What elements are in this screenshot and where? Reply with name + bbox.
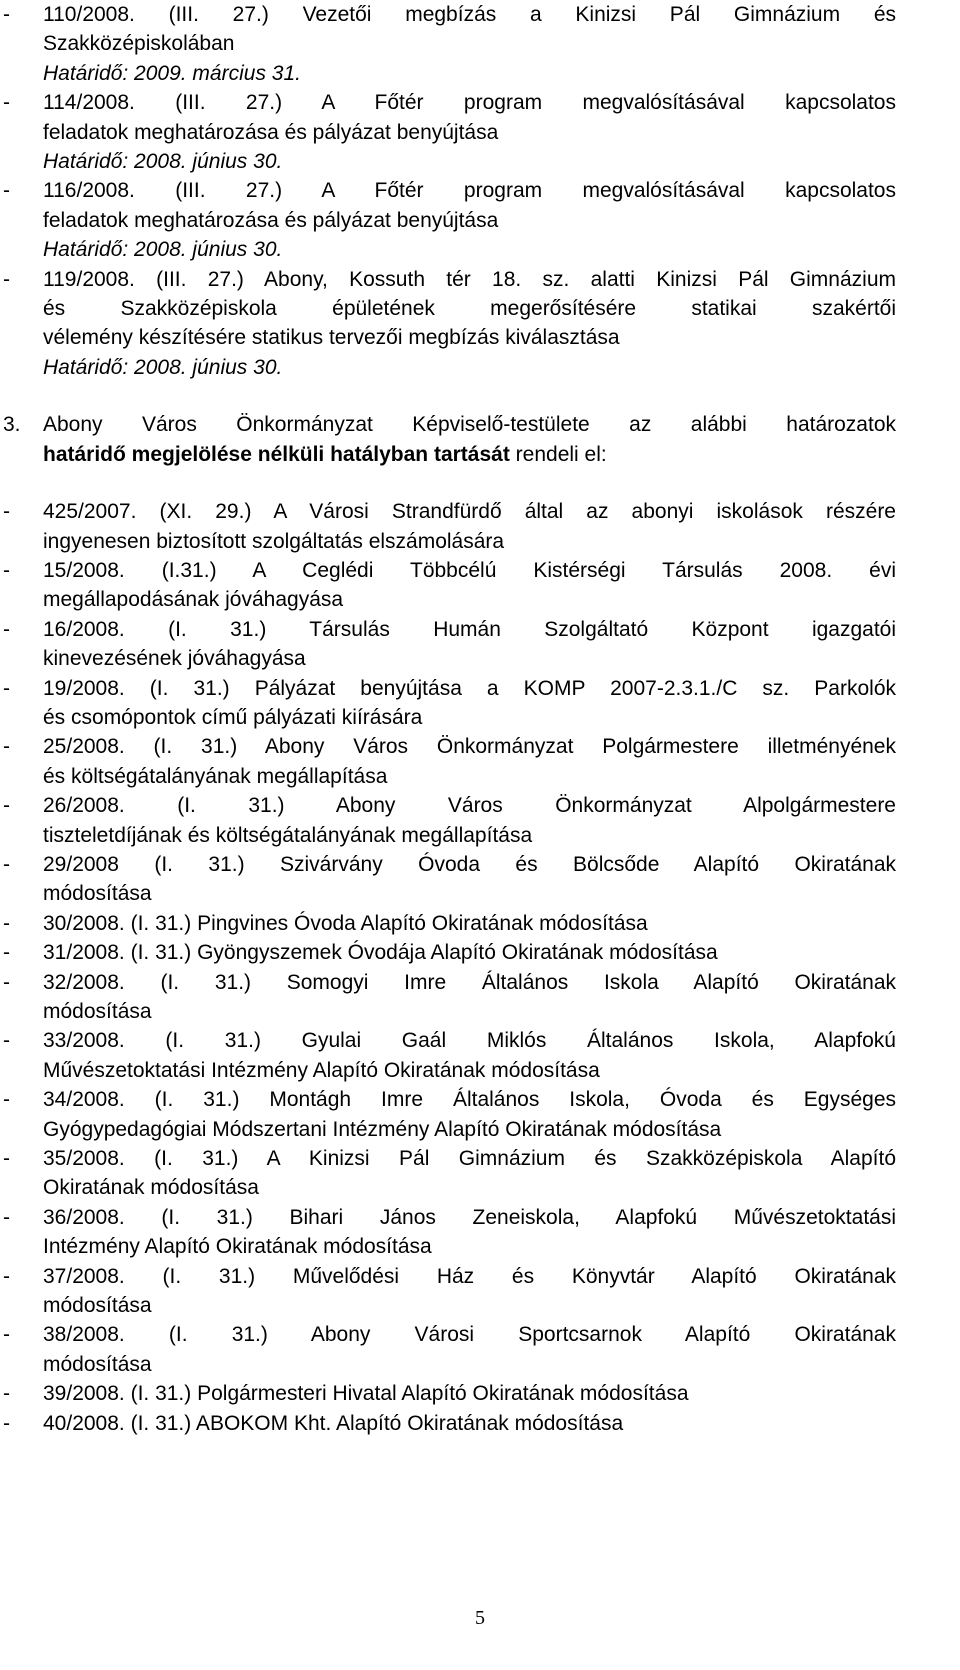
list-item-text-line: és költségátalányának megállapítása bbox=[43, 764, 388, 788]
list-bullet-dash: - bbox=[3, 1029, 10, 1053]
deadline-text: Határidő: 2009. március 31. bbox=[43, 61, 301, 85]
list-bullet-dash: - bbox=[3, 735, 10, 759]
list-item-text-line: feladatok meghatározása és pályázat benyújtása bbox=[43, 120, 499, 144]
list-bullet-dash: - bbox=[3, 1205, 10, 1229]
list-item-text-line: 38/2008. (I. 31.) Abony Városi Sportcsarnok Alapító Okiratának bbox=[43, 1323, 896, 1347]
list-bullet-dash: - bbox=[3, 1323, 10, 1347]
list-item-text-line: 110/2008. (III. 27.) Vezetői megbízás a Kinizsi Pál Gimnázium és bbox=[43, 3, 896, 26]
list-item-text-line: módosítása bbox=[43, 882, 152, 906]
list-bullet-dash: - bbox=[3, 941, 10, 965]
list-item bbox=[0, 1144, 896, 1203]
list-bullet-dash: - bbox=[3, 852, 10, 876]
list-item-text-line: Gyógypedagógiai Módszertani Intézmény Alapító Okiratának módosítása bbox=[43, 1117, 722, 1141]
section-3-bold-phrase: határidő megjelölése nélküli hatályban tartását bbox=[43, 442, 510, 466]
list-bullet-dash: - bbox=[3, 1382, 10, 1406]
list-bullet-dash: - bbox=[3, 1411, 10, 1435]
list-item-text-line: Okiratának módosítása bbox=[43, 1176, 259, 1200]
list-item bbox=[0, 968, 896, 1027]
section-3-line-1: Abony Város Önkormányzat Képviselő-testülete az alábbi határozatok bbox=[43, 413, 896, 437]
list-item-text-line: 114/2008. (III. 27.) A Főtér program megvalósításával kapcsolatos bbox=[43, 91, 896, 115]
section-3-line-2 bbox=[43, 440, 896, 469]
list-item bbox=[0, 909, 896, 938]
list-item bbox=[0, 1203, 896, 1262]
list-item-text-line: 37/2008. (I. 31.) Művelődési Ház és Könyvtár Alapító Okiratának bbox=[43, 1264, 896, 1288]
list-item bbox=[0, 938, 896, 967]
list-item bbox=[0, 1409, 896, 1438]
list-bullet-dash: - bbox=[3, 676, 10, 700]
list-item-text-line: 25/2008. (I. 31.) Abony Város Önkormányzat Polgármestere illetményének bbox=[43, 735, 896, 759]
list-bullet-dash: - bbox=[3, 1147, 10, 1171]
section-3-line-2-rest: rendeli el: bbox=[509, 442, 607, 466]
list-item bbox=[0, 497, 896, 556]
list-item-text-line: 29/2008 (I. 31.) Szivárvány Óvoda és Bölcsőde Alapító Okiratának bbox=[43, 852, 896, 876]
list-bullet-dash: - bbox=[3, 558, 10, 582]
list-item bbox=[0, 1320, 896, 1379]
list-bullet-dash: - bbox=[3, 1088, 10, 1112]
list-item bbox=[0, 615, 896, 674]
list-item-text-line: 31/2008. (I. 31.) Gyöngyszemek Óvodája Alapító Okiratának módosítása bbox=[43, 941, 718, 965]
list-item-text-line: 30/2008. (I. 31.) Pingvines Óvoda Alapító Okiratának módosítása bbox=[43, 911, 648, 935]
list-item-text-line: 39/2008. (I. 31.) Polgármesteri Hivatal Alapító Okiratának módosítása bbox=[43, 1382, 689, 1406]
list-item-text-line: és csomópontok című pályázati kiírására bbox=[43, 705, 423, 729]
list-item-text-line: megállapodásának jóváhagyása bbox=[43, 588, 344, 612]
list-bullet-dash: - bbox=[3, 970, 10, 994]
list-item bbox=[0, 265, 896, 383]
page-number: 5 bbox=[475, 1607, 485, 1629]
list-item-text-line: és Szakközépiskola épületének megerősítésére statikai szakértői bbox=[43, 297, 896, 321]
list-item bbox=[0, 674, 896, 733]
list-item bbox=[0, 0, 896, 88]
list-item-text-line: 119/2008. (III. 27.) Abony, Kossuth tér 18. sz. alatti Kinizsi Pál Gimnázium bbox=[43, 267, 896, 291]
list-item-text-line: 15/2008. (I.31.) A Ceglédi Többcélú Kistérségi Társulás 2008. évi bbox=[43, 558, 896, 582]
list-item bbox=[0, 732, 896, 791]
list-bullet-dash: - bbox=[3, 617, 10, 641]
list-item bbox=[0, 556, 896, 615]
list-item-text-line: módosítása bbox=[43, 1294, 152, 1318]
list-item-text-line: 19/2008. (I. 31.) Pályázat benyújtása a KOMP 2007-2.3.1./C sz. Parkolók bbox=[43, 676, 896, 700]
list-item bbox=[0, 1379, 896, 1408]
spacer bbox=[0, 469, 960, 497]
list-item-text-line: módosítása bbox=[43, 1352, 152, 1376]
deadline-text: Határidő: 2008. június 30. bbox=[43, 238, 283, 262]
list-item-text-line: kinevezésének jóváhagyása bbox=[43, 647, 306, 671]
list-item bbox=[0, 176, 896, 264]
deadline-text: Határidő: 2008. június 30. bbox=[43, 355, 283, 379]
list-item-text-line: vélemény készítésére statikus tervezői megbízás kiválasztása bbox=[43, 326, 620, 350]
list-item bbox=[0, 88, 896, 176]
list-bullet-dash: - bbox=[3, 3, 10, 26]
list-bullet-dash: - bbox=[3, 267, 10, 291]
list-item-text-line: 116/2008. (III. 27.) A Főtér program megvalósításával kapcsolatos bbox=[43, 179, 896, 203]
list-item-text-line: 26/2008. (I. 31.) Abony Város Önkormányzat Alpolgármestere bbox=[43, 794, 896, 818]
list-item bbox=[0, 850, 896, 909]
list-bullet-dash: - bbox=[3, 794, 10, 818]
list-item-text-line: módosítása bbox=[43, 1000, 152, 1023]
resolution-list-with-deadlines bbox=[0, 0, 960, 382]
list-item-text-line: 33/2008. (I. 31.) Gyulai Gaál Miklós Általános Iskola, Alapfokú bbox=[43, 1029, 896, 1053]
list-item bbox=[0, 1085, 896, 1144]
list-bullet-dash: - bbox=[3, 91, 10, 115]
list-item-text-line: 36/2008. (I. 31.) Bihari János Zeneiskola, Alapfokú Művészetoktatási bbox=[43, 1205, 896, 1229]
list-item-text-line: Művészetoktatási Intézmény Alapító Okiratának módosítása bbox=[43, 1058, 600, 1082]
list-item-text-line: Intézmény Alapító Okiratának módosítása bbox=[43, 1235, 432, 1259]
section-3-intro bbox=[0, 410, 896, 469]
list-item bbox=[0, 791, 896, 850]
list-item-text-line: 35/2008. (I. 31.) A Kinizsi Pál Gimnázium és Szakközépiskola Alapító bbox=[43, 1147, 896, 1171]
section-number: 3. bbox=[3, 413, 21, 437]
list-item-text-line: 34/2008. (I. 31.) Montágh Imre Általános Iskola, Óvoda és Egységes bbox=[43, 1088, 896, 1112]
list-item-text-line: ingyenesen biztosított szolgáltatás elszámolására bbox=[43, 529, 505, 553]
list-item-text-line: 425/2007. (XI. 29.) A Városi Strandfürdő által az abonyi iskolások részére bbox=[43, 500, 896, 524]
list-bullet-dash: - bbox=[3, 1264, 10, 1288]
list-item-text-line: tiszteletdíjának és költségátalányának megállapítása bbox=[43, 823, 533, 847]
list-item-text-line: 40/2008. (I. 31.) ABOKOM Kht. Alapító Okiratának módosítása bbox=[43, 1411, 624, 1435]
list-item bbox=[0, 1262, 896, 1321]
list-item bbox=[0, 1026, 896, 1085]
list-bullet-dash: - bbox=[3, 500, 10, 524]
list-item-text-line: Szakközépiskolában bbox=[43, 32, 235, 56]
list-bullet-dash: - bbox=[3, 179, 10, 203]
deadline-text: Határidő: 2008. június 30. bbox=[43, 150, 283, 174]
resolution-list-without-deadlines bbox=[0, 497, 960, 1438]
list-item-text-line: feladatok meghatározása és pályázat benyújtása bbox=[43, 208, 499, 232]
list-item-text-line: 32/2008. (I. 31.) Somogyi Imre Általános Iskola Alapító Okiratának bbox=[43, 970, 896, 994]
list-bullet-dash: - bbox=[3, 911, 10, 935]
list-item-text-line: 16/2008. (I. 31.) Társulás Humán Szolgáltató Központ igazgatói bbox=[43, 617, 896, 641]
